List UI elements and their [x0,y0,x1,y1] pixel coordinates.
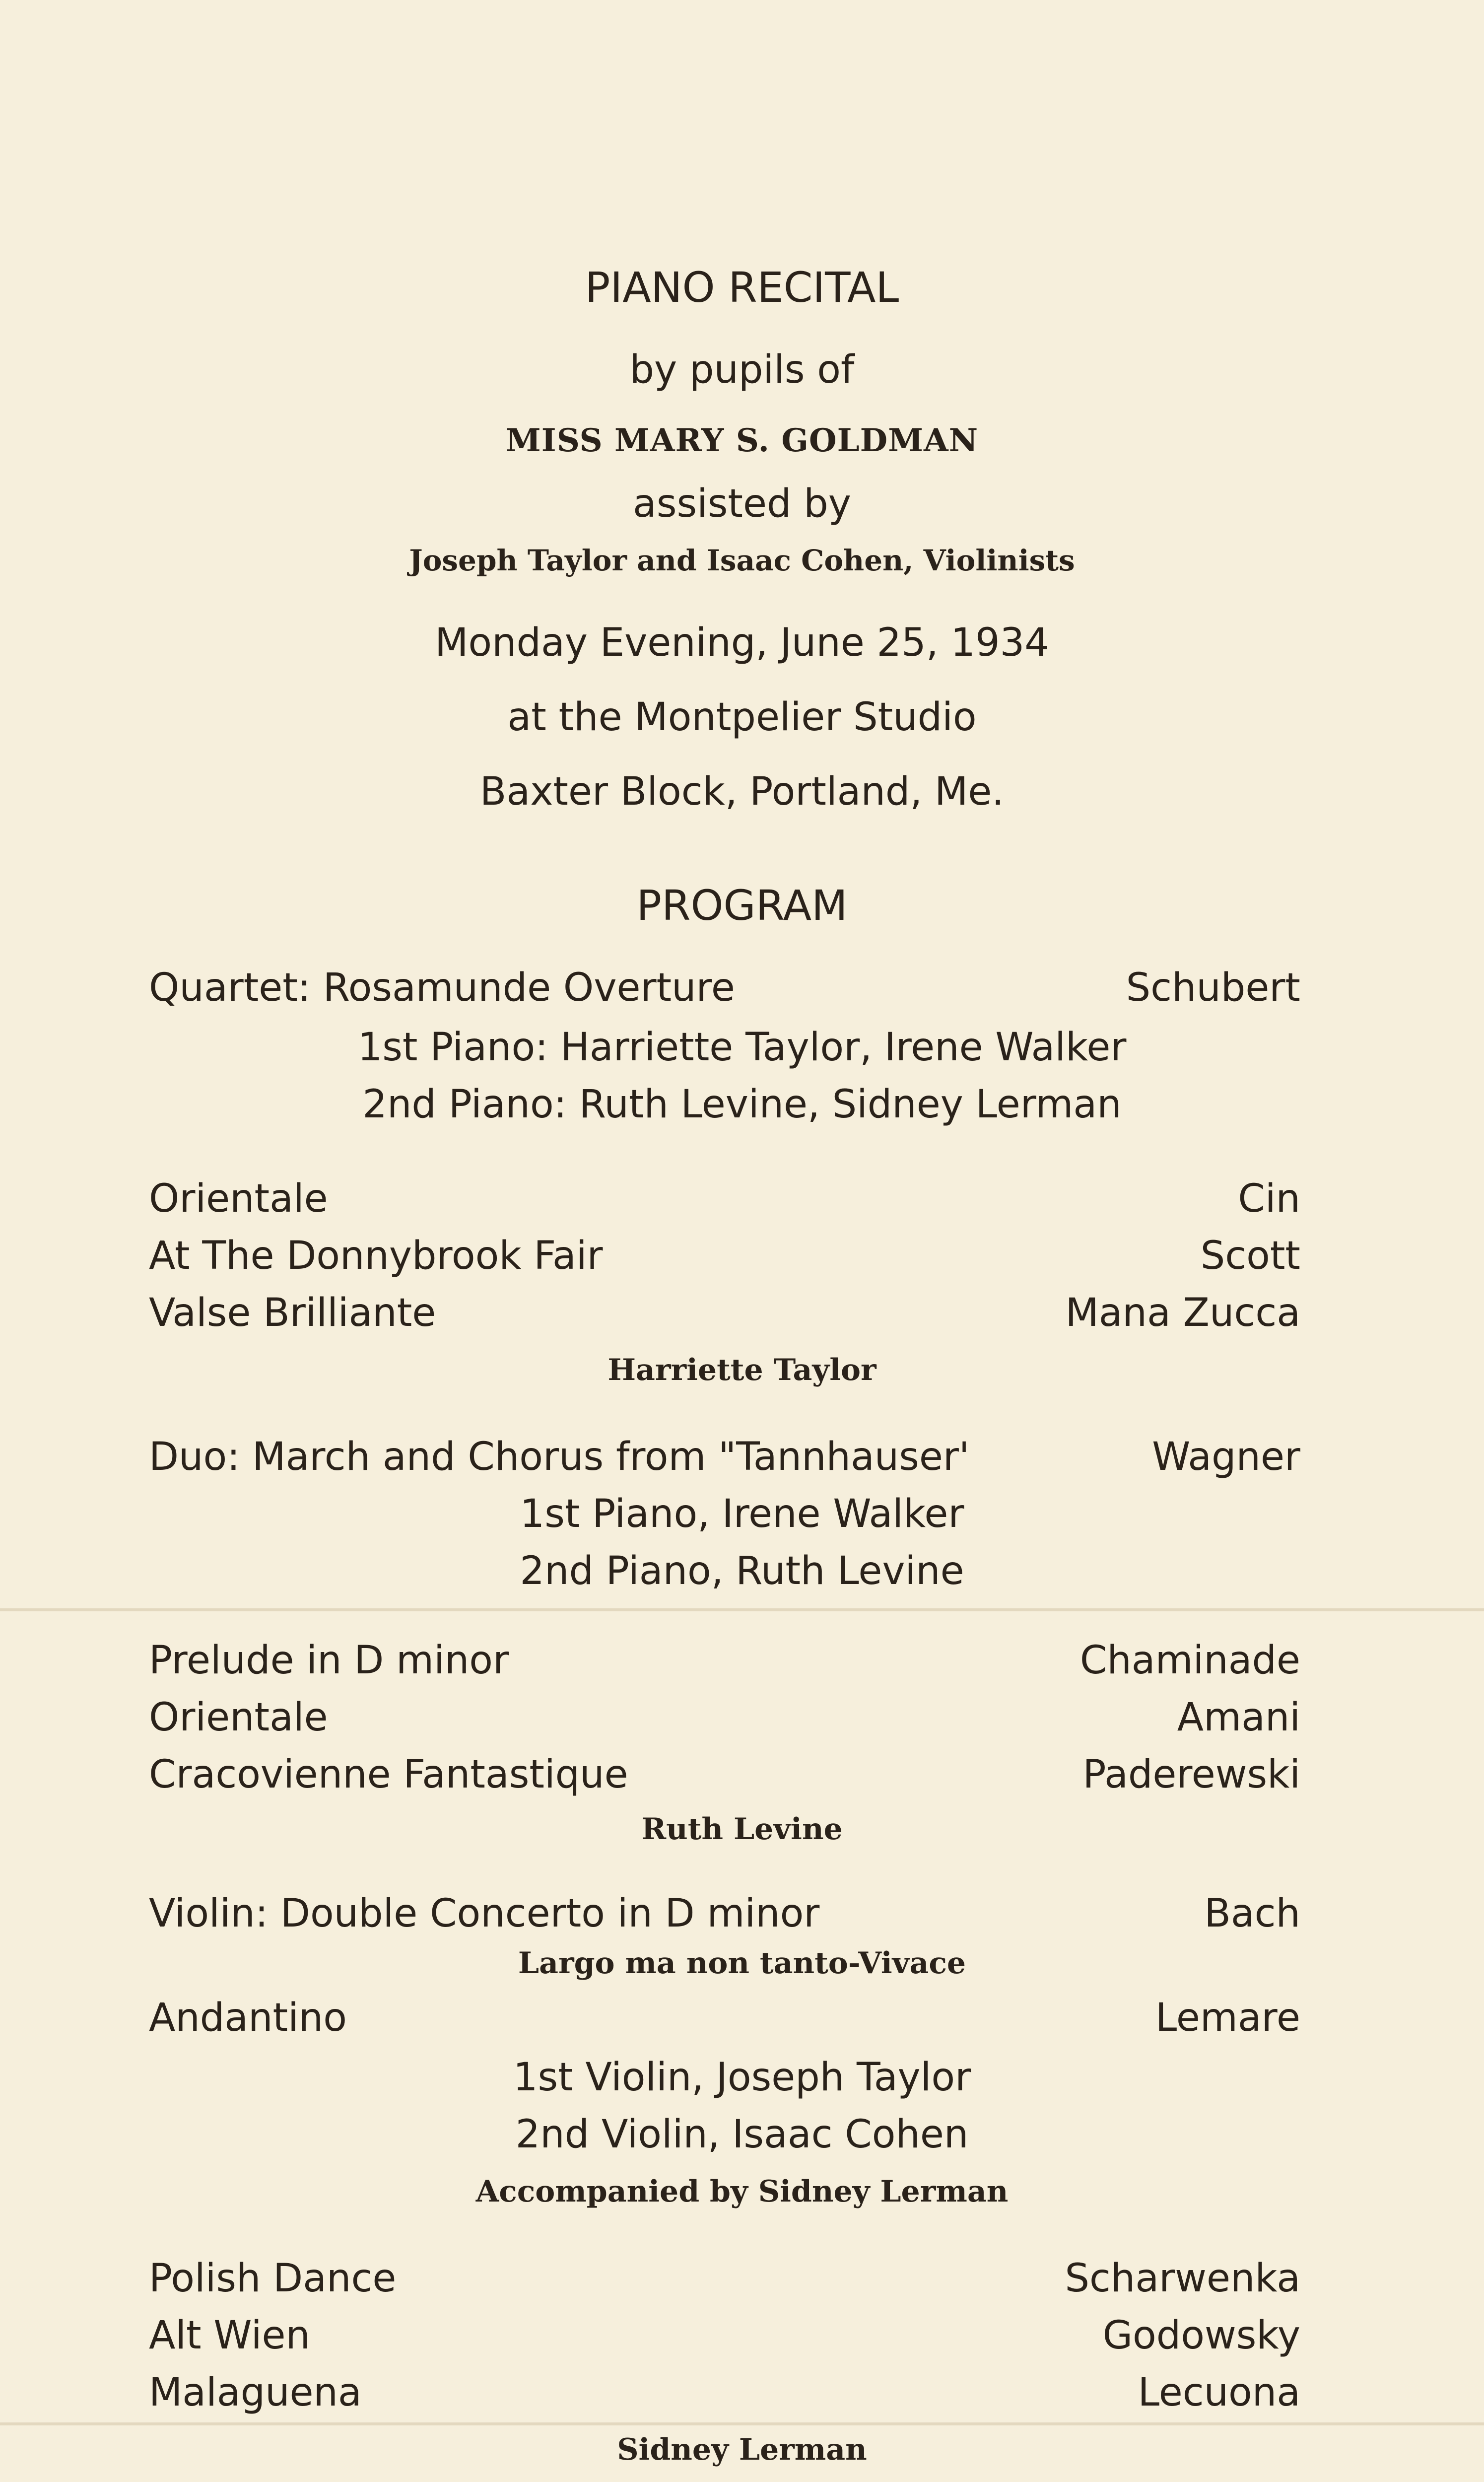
piece-composer: Lecuona [1138,2370,1300,2415]
piece-composer: Chaminade [1079,1638,1300,1683]
piece-composer: Godowsky [1102,2313,1300,2358]
performer-line: 1st Piano: Harriette Taylor, Irene Walker [357,1025,1127,1070]
performer-line: 2nd Piano: Ruth Levine, Sidney Lerman [362,1082,1122,1127]
program-piece-row [149,1752,1300,1807]
performer-line: 2nd Violin, Isaac Cohen [515,2112,969,2157]
performer-name: Ruth Levine [641,1812,843,1847]
piece-title: Polish Dance [149,2256,397,2301]
performer-name: Sidney Lerman [617,2432,867,2467]
piece-composer: Cin [1238,1176,1300,1221]
program-piece-row [149,1291,1300,1345]
piece-composer: Wagner [1152,1435,1300,1479]
program-piece-row [149,965,1300,1020]
program-piece-row [149,2370,1300,2425]
piece-composer: Mana Zucca [1065,1291,1300,1335]
event-address: Baxter Block, Portland, Me. [479,769,1005,814]
piece-title: Violin: Double Concerto in D minor [149,1891,820,1936]
performer-line: 2nd Piano, Ruth Levine [520,1549,964,1593]
program-piece-row [149,2313,1300,2368]
piece-title: Duo: March and Chorus from "Tannhauser' [149,1435,970,1479]
piece-title: Cracovienne Fantastique [149,1752,628,1797]
accompanist-line: Accompanied by Sidney Lerman [475,2174,1009,2209]
performer-line: 1st Violin, Joseph Taylor [513,2055,971,2100]
recital-title: PIANO RECITAL [585,263,899,312]
piece-title: Orientale [149,1695,328,1740]
piece-title: Prelude in D minor [149,1638,509,1683]
performer-line: 1st Piano, Irene Walker [520,1492,964,1536]
piece-composer: Scott [1200,1234,1300,1278]
piece-title: Quartet: Rosamunde Overture [149,965,735,1010]
by-pupils-line: by pupils of [629,347,855,392]
piece-title: Valse Brilliante [149,1291,436,1335]
assistants-line: Joseph Taylor and Isaac Cohen, Violinists [409,544,1075,577]
performer-name: Harriette Taylor [607,1353,877,1387]
piece-movement-subtitle: Largo ma non tanto-Vivace [518,1946,966,1981]
program-piece-row [149,1435,1300,1489]
event-date: Monday Evening, June 25, 1934 [435,620,1049,665]
piece-title: Orientale [149,1176,328,1221]
piece-composer: Amani [1177,1695,1300,1740]
program-piece-row [149,1695,1300,1750]
piece-title: At The Donnybrook Fair [149,1234,603,1278]
piece-title: Alt Wien [149,2313,310,2358]
piece-composer: Schubert [1126,965,1300,1010]
program-heading: PROGRAM [636,881,848,930]
program-piece-row [149,1891,1300,1946]
program-piece-row [149,2256,1300,2311]
piece-title: Andantino [149,1996,347,2040]
program-piece-row [149,1638,1300,1693]
piece-title: Malaguena [149,2370,362,2415]
assisted-by-line: assisted by [633,482,851,526]
event-venue: at the Montpelier Studio [507,695,977,740]
piece-composer: Scharwenka [1065,2256,1300,2301]
program-piece-row [149,1234,1300,1288]
program-piece-row [149,1176,1300,1231]
teacher-name: MISS MARY S. GOLDMAN [505,422,979,459]
piece-composer: Lemare [1155,1996,1300,2040]
piece-composer: Bach [1204,1891,1300,1936]
program-piece-row [149,1996,1300,2050]
piece-composer: Paderewski [1082,1752,1300,1797]
